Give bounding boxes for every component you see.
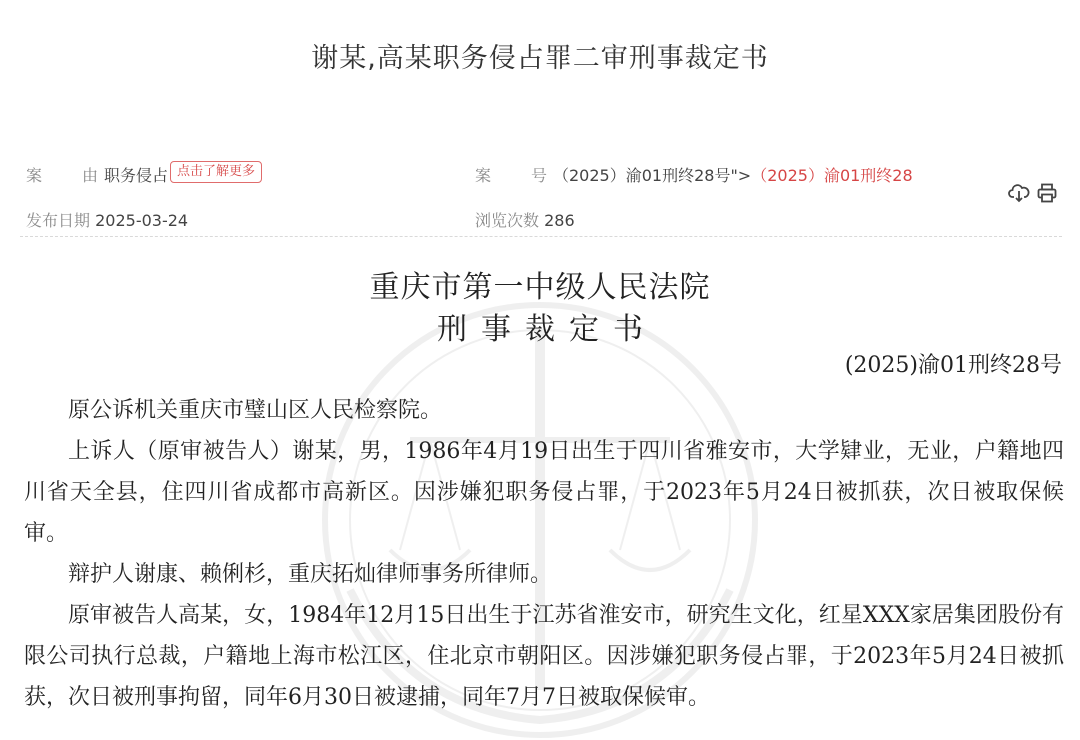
paragraph: 原审被告人高某，女，1984年12月15日出生于江苏省淮安市，研究生文化，红星XXX家居集团股份有限公司执行总裁，户籍地上海市松江区，住北京市朝阳区。因涉嫌犯职务侵占罪，于2023年5月24日被抓获，次日被刑事拘留，同年6月30日被逮捕，同年7月7日被取保候审。 [24, 603, 1064, 710]
case-cause-value: 职务侵占 [104, 166, 169, 185]
case-number [475, 163, 913, 186]
paragraph: 辩护人谢康、赖俐杉，重庆拓灿律师事务所律师。 [68, 562, 553, 587]
document-type: 刑事裁定书 [437, 312, 657, 347]
publish-date-label: 发布日期 [26, 211, 91, 230]
case-number-label: 案 号 [475, 166, 547, 185]
case-number-link[interactable]: （2025）渝01刑终28 [751, 166, 913, 185]
learn-more-link[interactable]: 点击了解更多 [170, 161, 262, 183]
paragraph: 原公诉机关重庆市璧山区人民检察院。 [68, 398, 443, 423]
header-divider [20, 236, 1062, 237]
view-count-value: 286 [544, 211, 575, 230]
publish-date-value: 2025-03-24 [95, 211, 189, 230]
document-number: (2025)渝01刑终28号 [844, 353, 1062, 378]
page-title: 谢某,高某职务侵占罪二审刑事裁定书 [311, 43, 769, 74]
document-body [24, 390, 1064, 718]
court-name: 重庆市第一中级人民法院 [369, 270, 711, 305]
case-cause [26, 163, 262, 189]
document-tools [1008, 182, 1058, 204]
paragraph: 上诉人（原审被告人）谢某，男，1986年4月19日出生于四川省雅安市，大学肄业，无业，户籍地四川省天全县，住四川省成都市高新区。因涉嫌犯职务侵占罪，于2023年5月24日被抓获，次日被取保候审。 [24, 439, 1064, 546]
publish-date [26, 208, 188, 231]
case-number-prefix: （2025）渝01刑终28号"> [553, 166, 752, 185]
case-cause-label: 案 由 [26, 166, 98, 185]
view-count [475, 208, 575, 231]
download-icon[interactable] [1008, 182, 1030, 204]
print-icon[interactable] [1036, 182, 1058, 204]
view-count-label: 浏览次数 [475, 211, 540, 230]
